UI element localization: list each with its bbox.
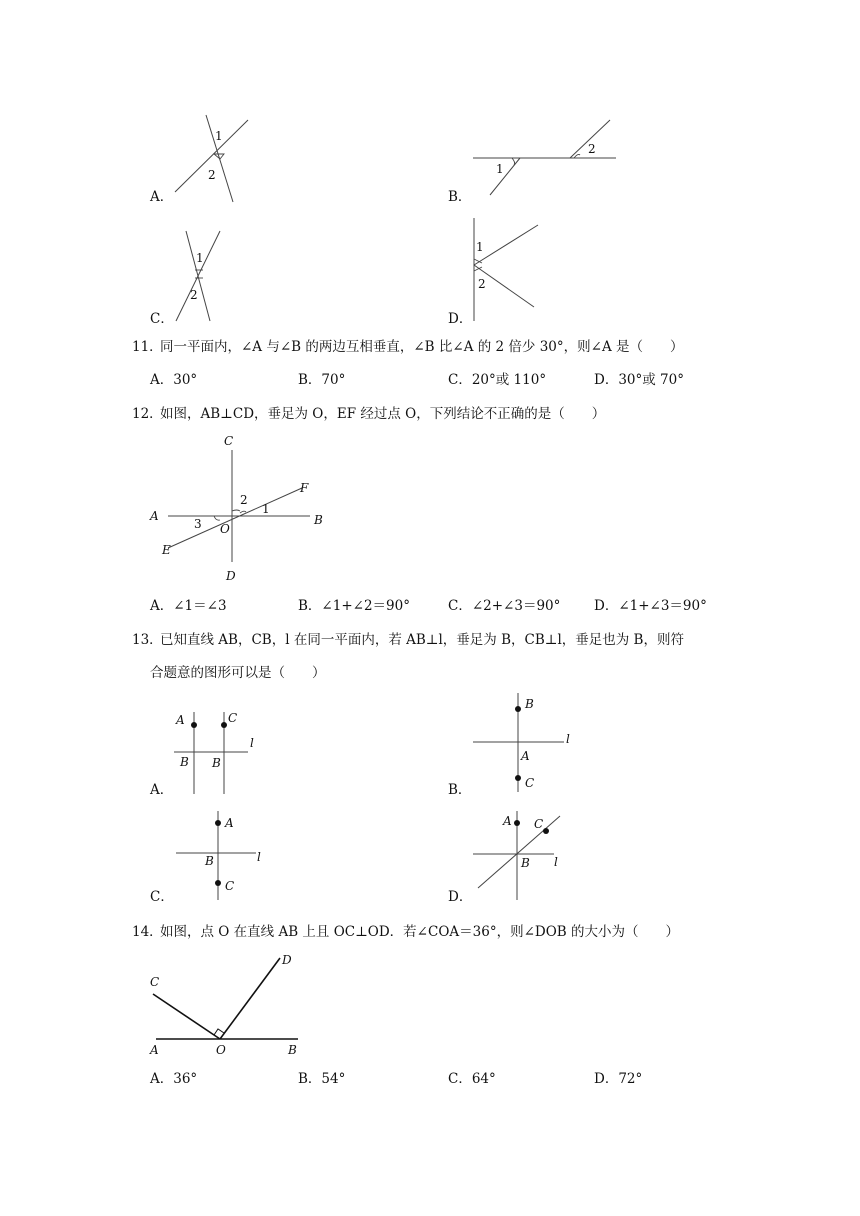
q10-figure-b	[470, 115, 620, 205]
q13-figure-d	[470, 808, 580, 903]
q12-label-d: D	[226, 569, 236, 583]
q13-a-label-a: A	[176, 713, 185, 727]
q10-option-b[interactable]: B．	[448, 189, 472, 205]
q14-label-d: D	[282, 953, 292, 967]
q13-b-label-b: B	[525, 697, 534, 711]
q14-option-d[interactable]: D．72°	[594, 1071, 643, 1087]
q14-label-b: B	[288, 1043, 297, 1057]
q10-a-label-2: 2	[208, 168, 216, 182]
q10-figure-a	[170, 112, 260, 207]
q14-option-b[interactable]: B．54°	[298, 1071, 346, 1087]
q13-d-label-a: A	[503, 814, 512, 828]
q13-d-label-l: l	[554, 855, 558, 869]
q13-number: 13．	[132, 632, 163, 648]
q13-option-a[interactable]: A．	[150, 782, 174, 798]
q10-figure-c	[172, 228, 232, 326]
q11-option-d[interactable]: D．30°或 70°	[594, 372, 684, 388]
q13-figure-c	[170, 808, 270, 903]
q12-label-e: E	[162, 543, 171, 557]
q14-label-c: C	[150, 975, 160, 989]
q13-c-label-a: A	[225, 816, 234, 830]
q10-a-label-1: 1	[215, 129, 223, 143]
q12-number: 12．	[132, 406, 163, 422]
q12-option-d[interactable]: D．∠1+∠3＝90°	[594, 598, 707, 614]
q13-b-label-l: l	[566, 732, 570, 746]
q12-label-3: 3	[194, 517, 202, 531]
q13-option-d[interactable]: D．	[448, 889, 473, 905]
q10-option-c[interactable]: C．	[150, 311, 174, 327]
q10-option-a[interactable]: A．	[150, 189, 174, 205]
q12-label-b: B	[314, 513, 323, 527]
q12-label-o: O	[220, 522, 230, 536]
q13-c-label-l: l	[257, 850, 261, 864]
q12-label-a: A	[150, 509, 159, 523]
q11-option-a[interactable]: A．30°	[150, 372, 198, 388]
q12-option-a[interactable]: A．∠1＝∠3	[150, 598, 227, 614]
q11-option-b[interactable]: B．70°	[298, 372, 346, 388]
q10-d-label-2: 2	[478, 277, 486, 291]
q13-option-b[interactable]: B．	[448, 782, 472, 798]
q11-text: 同一平面内，∠A 与∠B 的两边互相垂直，∠B 比∠A 的 2 倍少 30°，则∠A 是（ ）	[160, 339, 684, 355]
q14-label-o: O	[216, 1043, 226, 1057]
q10-option-d[interactable]: D．	[448, 311, 473, 327]
q14-text: 如图，点 O 在直线 AB 上且 OC⊥OD．若∠COA＝36°，则∠DOB 的大小为（ ）	[160, 924, 679, 940]
q10-b-label-2: 2	[588, 142, 596, 156]
q13-a-label-b1: B	[180, 755, 189, 769]
q14-number: 14．	[132, 924, 163, 940]
q12-text: 如图，AB⊥CD，垂足为 O，EF 经过点 O，下列结论不正确的是（ ）	[160, 406, 606, 422]
q12-label-2: 2	[240, 493, 248, 507]
q10-c-label-2: 2	[190, 288, 198, 302]
q13-text-line1: 已知直线 AB，CB，l 在同一平面内，若 AB⊥l，垂足为 B，CB⊥l，垂足也为 B，则符	[160, 632, 684, 648]
q14-figure	[140, 948, 315, 1063]
q11-number: 11．	[132, 339, 163, 355]
q10-d-label-1: 1	[476, 240, 484, 254]
q11-option-c[interactable]: C．20°或 110°	[448, 372, 547, 388]
q12-label-1: 1	[262, 502, 270, 516]
q10-figure-d	[468, 215, 548, 325]
q13-c-label-c: C	[225, 879, 235, 893]
q12-option-c[interactable]: C．∠2+∠3＝90°	[448, 598, 561, 614]
q13-option-c[interactable]: C．	[150, 889, 174, 905]
q13-b-label-a: A	[521, 749, 530, 763]
q13-figure-b	[470, 690, 580, 795]
q13-a-label-b2: B	[212, 756, 221, 770]
q12-option-b[interactable]: B．∠1+∠2＝90°	[298, 598, 410, 614]
q13-a-label-c: C	[228, 711, 238, 725]
q14-label-a: A	[150, 1043, 159, 1057]
q12-figure	[140, 430, 340, 585]
q13-b-label-c: C	[525, 776, 535, 790]
q13-text-line2: 合题意的图形可以是（ ）	[150, 665, 326, 681]
q13-c-label-b: B	[205, 854, 214, 868]
q14-option-c[interactable]: C．64°	[448, 1071, 496, 1087]
q12-label-c: C	[224, 434, 234, 448]
q14-option-a[interactable]: A．36°	[150, 1071, 198, 1087]
q10-b-label-1: 1	[496, 162, 504, 176]
q12-label-f: F	[300, 481, 309, 495]
q13-figure-a	[168, 702, 268, 797]
q13-d-label-b: B	[521, 856, 530, 870]
q10-c-label-1: 1	[196, 251, 204, 265]
q13-d-label-c: C	[534, 817, 544, 831]
q13-a-label-l: l	[250, 736, 254, 750]
